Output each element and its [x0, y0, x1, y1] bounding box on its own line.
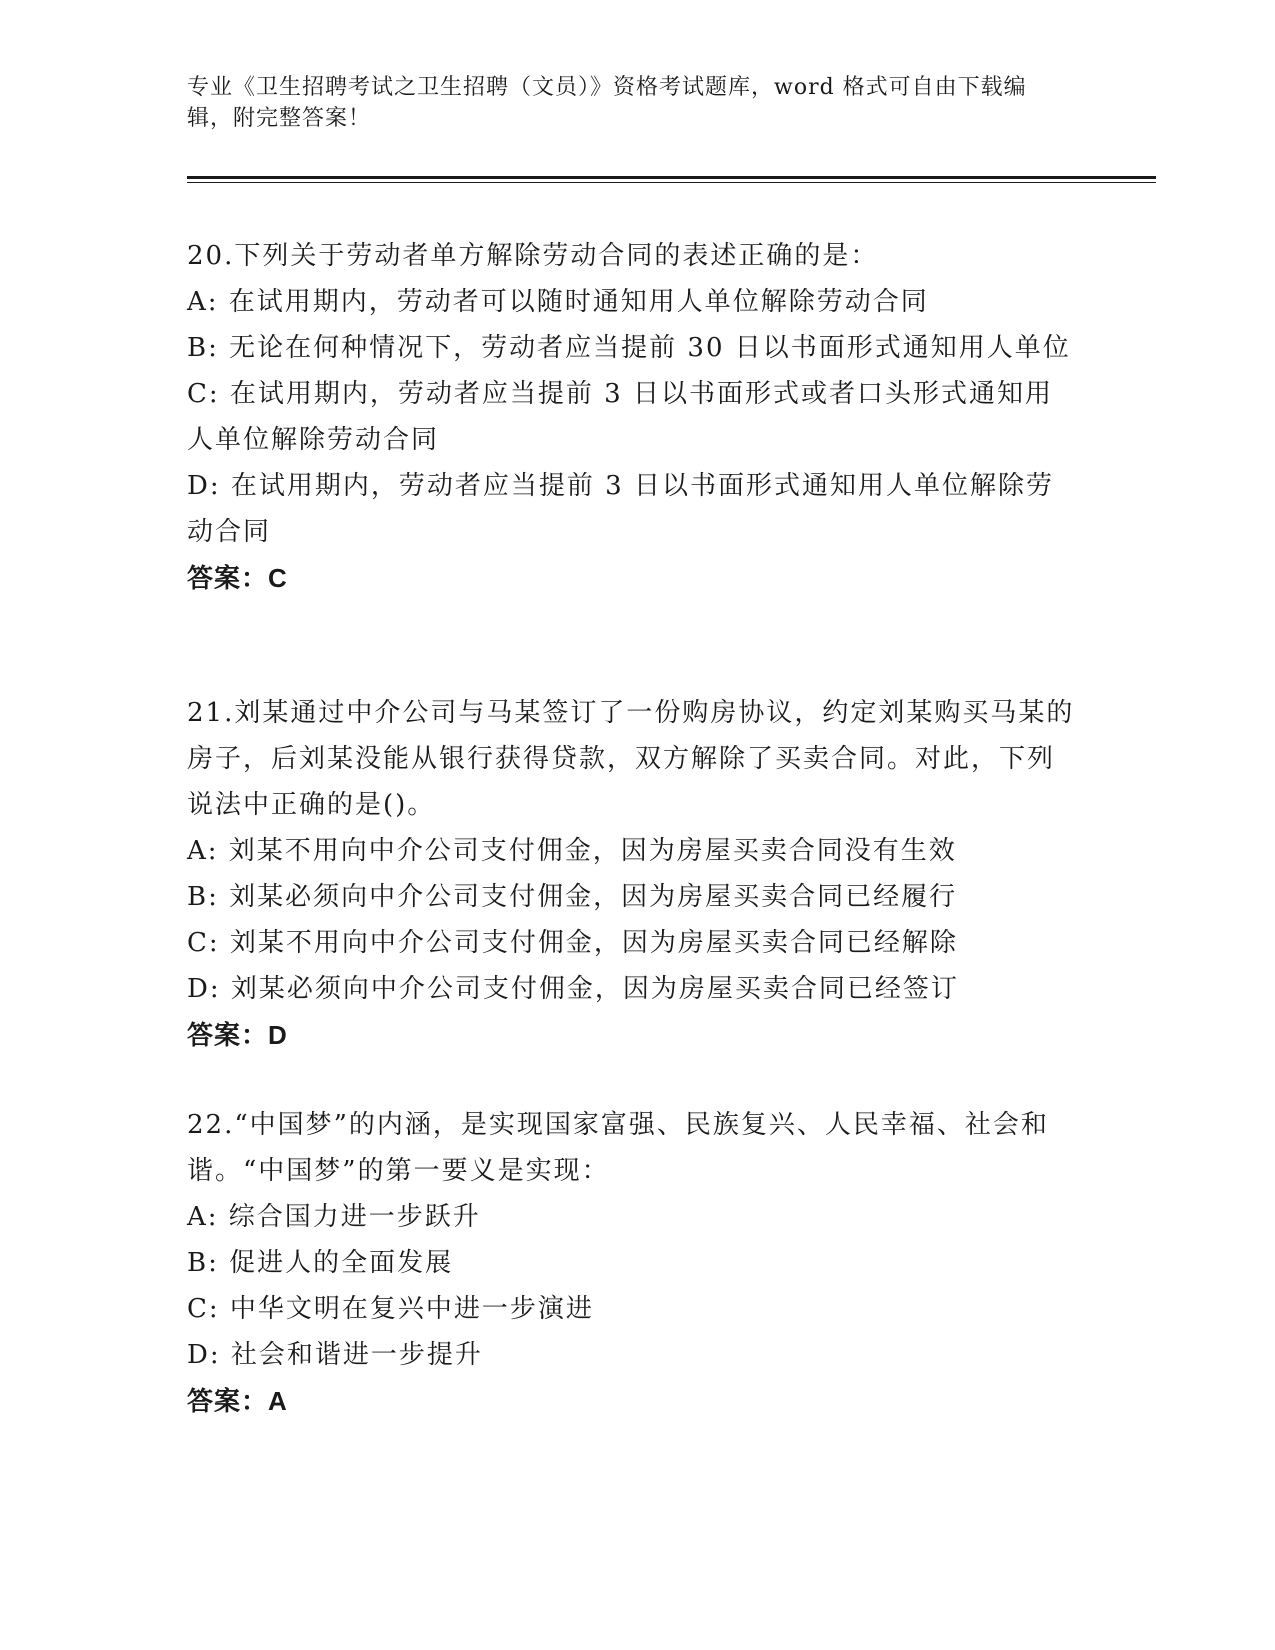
option-d: D: 在试用期内，劳动者应当提前 3 日以书面形式通知用人单位解除劳动合同	[187, 471, 1054, 547]
option-b: B: 刘某必须向中介公司支付佣金，因为房屋买卖合同已经履行	[187, 882, 958, 912]
question-21	[187, 690, 1077, 1058]
option-d: D: 社会和谐进一步提升	[187, 1340, 483, 1370]
question-22	[187, 1102, 1077, 1424]
option-d: D: 刘某必须向中介公司支付佣金，因为房屋买卖合同已经签订	[187, 974, 959, 1004]
header-rule-thick	[187, 176, 1156, 179]
document-header: 专业《卫生招聘考试之卫生招聘（文员）》资格考试题库，word 格式可自由下载编辑，附完整答案！	[187, 75, 1027, 131]
option-a: A: 刘某不用向中介公司支付佣金，因为房屋买卖合同没有生效	[187, 836, 957, 866]
answer-label: 答案：A	[187, 1386, 288, 1416]
option-b: B: 促进人的全面发展	[187, 1248, 454, 1278]
question-20	[187, 233, 1077, 601]
question-stem: 20.下列关于劳动者单方解除劳动合同的表述正确的是：	[187, 241, 879, 271]
option-c: C: 中华文明在复兴中进一步演进	[187, 1294, 594, 1324]
option-c: C: 刘某不用向中介公司支付佣金，因为房屋买卖合同已经解除	[187, 928, 958, 958]
option-a: A: 在试用期内，劳动者可以随时通知用人单位解除劳动合同	[187, 287, 929, 317]
answer-label: 答案：C	[187, 563, 288, 593]
question-stem: 21.刘某通过中介公司与马某签订了一份购房协议，约定刘某购买马某的房子，后刘某没能从银行获得贷款，双方解除了买卖合同。对此，下列说法中正确的是()。	[187, 698, 1075, 820]
option-b: B: 无论在何种情况下，劳动者应当提前 30 日以书面形式通知用人单位	[187, 333, 1071, 363]
header-rule-thin	[187, 182, 1156, 183]
question-stem: 22.“中国梦”的内涵，是实现国家富强、民族复兴、人民幸福、社会和谐。“中国梦”的第一要义是实现：	[187, 1110, 1049, 1186]
option-c: C: 在试用期内，劳动者应当提前 3 日以书面形式或者口头形式通知用人单位解除劳动合同	[187, 379, 1053, 455]
answer-label: 答案：D	[187, 1020, 288, 1050]
option-a: A: 综合国力进一步跃升	[187, 1202, 481, 1232]
